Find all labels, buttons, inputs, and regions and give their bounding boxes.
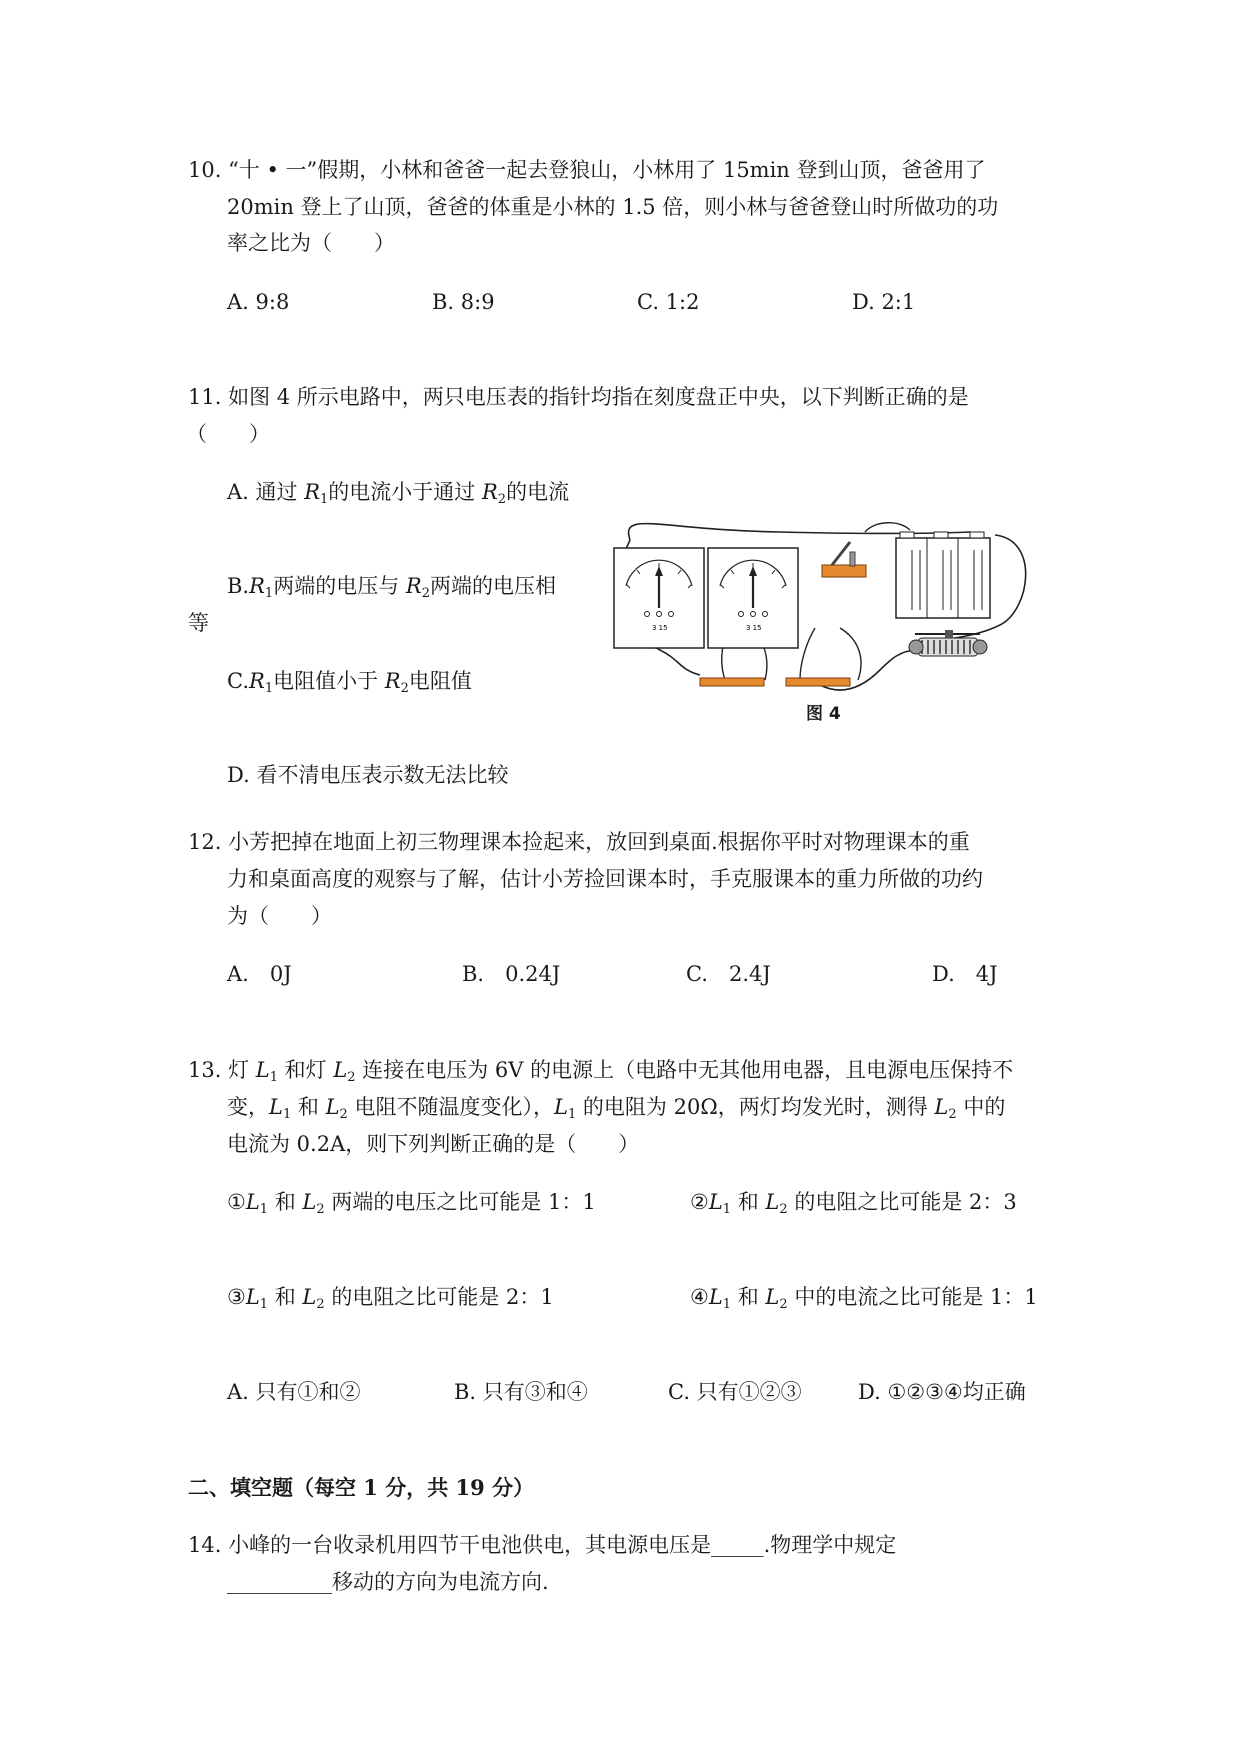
q11-option-c: $C.R_1$电阻值小于 $R_2$电阻值 — [227, 669, 472, 696]
battery — [896, 532, 990, 618]
meter-1-terminal-label: 3 15 — [652, 624, 668, 632]
q13-statement-2: $②L_1$ 和 $L_2$ 的电阻之比可能是 2：3 — [690, 1190, 1017, 1217]
q13-line2: 变，$L_1$ 和 $L_2$ 电阻不随温度变化），$L_1$ 的电阻为 20Ω，两灯均发光时，测得 $L_2$ 中的 — [227, 1095, 1006, 1122]
q11-option-b-wrap: 等 — [188, 611, 209, 635]
q11-option-b: $B.R_1$两端的电压与 $R_2$两端的电压相 — [227, 574, 556, 601]
q10-option-b: B. 8:9 — [432, 290, 495, 314]
voltmeter-1 — [614, 548, 704, 648]
q11-line1: 11. 如图 4 所示电路中，两只电压表的指针均指在刻度盘正中央，以下判断正确的是 — [188, 385, 969, 409]
q13-option-d: D. ①②③④均正确 — [858, 1380, 1026, 1404]
q12-line1: 12. 小芳把掉在地面上初三物理课本捡起来，放回到桌面.根据你平时对物理课本的重 — [188, 830, 970, 854]
switch — [822, 542, 866, 577]
q10-line3: 率之比为（ ） — [227, 231, 395, 255]
q11-option-d: D. 看不清电压表示数无法比较 — [227, 763, 509, 787]
wire-switch — [865, 523, 910, 532]
q12-option-a: A. 0J — [227, 962, 292, 986]
q10-option-c: C. 1:2 — [637, 290, 700, 314]
q12-option-b: B. 0.24J — [462, 962, 561, 986]
wire-m2a — [800, 628, 815, 680]
q11-line2: （ ） — [186, 422, 270, 446]
q13-statement-4: $④L_1$ 和 $L_2$ 中的电流之比可能是 1：1 — [690, 1285, 1038, 1312]
q13-line3: 电流为 0.2A，则下列判断正确的是（ ） — [227, 1132, 640, 1156]
q12-option-d: D. 4J — [932, 962, 998, 986]
q12-line2: 力和桌面高度的观察与了解，估计小芳捡回课本时，手克服课本的重力所做的功约 — [227, 867, 983, 891]
circuit-figure — [600, 490, 1040, 730]
q12-line3: 为（ ） — [227, 904, 332, 928]
resistor-r1 — [700, 678, 764, 686]
meter-2-terminal-label: 3 15 — [746, 624, 762, 632]
q12-option-c: C. 2.4J — [686, 962, 771, 986]
q13-option-c: C. 只有①②③ — [668, 1380, 802, 1404]
q14-line1: 14. 小峰的一台收录机用四节干电池供电，其电源电压是_____.物理学中规定 — [188, 1533, 897, 1557]
q13-option-b: B. 只有③和④ — [454, 1380, 588, 1404]
section-2-heading: 二、填空题（每空 1 分，共 19 分） — [188, 1475, 535, 1500]
q14-line2: __________移动的方向为电流方向. — [227, 1570, 549, 1594]
figure-caption: 图 4 — [806, 704, 841, 724]
rheostat — [909, 630, 987, 656]
q11-option-a: A. 通过 $R_1$的电流小于通过 $R_2$的电流 — [227, 480, 570, 507]
q10-line1: 10. “十 • 一”假期，小林和爸爸一起去登狼山，小林用了 15min 登到山顶，爸爸用了 — [188, 158, 986, 182]
q13-option-a: A. 只有①和② — [227, 1380, 361, 1404]
q10-option-d: D. 2:1 — [852, 290, 916, 314]
voltmeter-2 — [708, 548, 798, 648]
wire-m2b — [840, 628, 861, 680]
q13-statement-1: $①L_1$ 和 $L_2$ 两端的电压之比可能是 1：1 — [227, 1190, 596, 1217]
q10-option-a: A. 9:8 — [227, 290, 290, 314]
q13-statement-3: $③L_1$ 和 $L_2$ 的电阻之比可能是 2：1 — [227, 1285, 554, 1312]
q10-line2: 20min 登上了山顶，爸爸的体重是小林的 1.5 倍，则小林与爸爸登山时所做功的功 — [227, 195, 999, 219]
resistor-r2 — [786, 678, 850, 686]
q13-line1: 13. 灯 $L_1$ 和灯 $L_2$ 连接在电压为 6V 的电源上（电路中无其他用电器，且电源电压保持不 — [188, 1058, 1014, 1085]
